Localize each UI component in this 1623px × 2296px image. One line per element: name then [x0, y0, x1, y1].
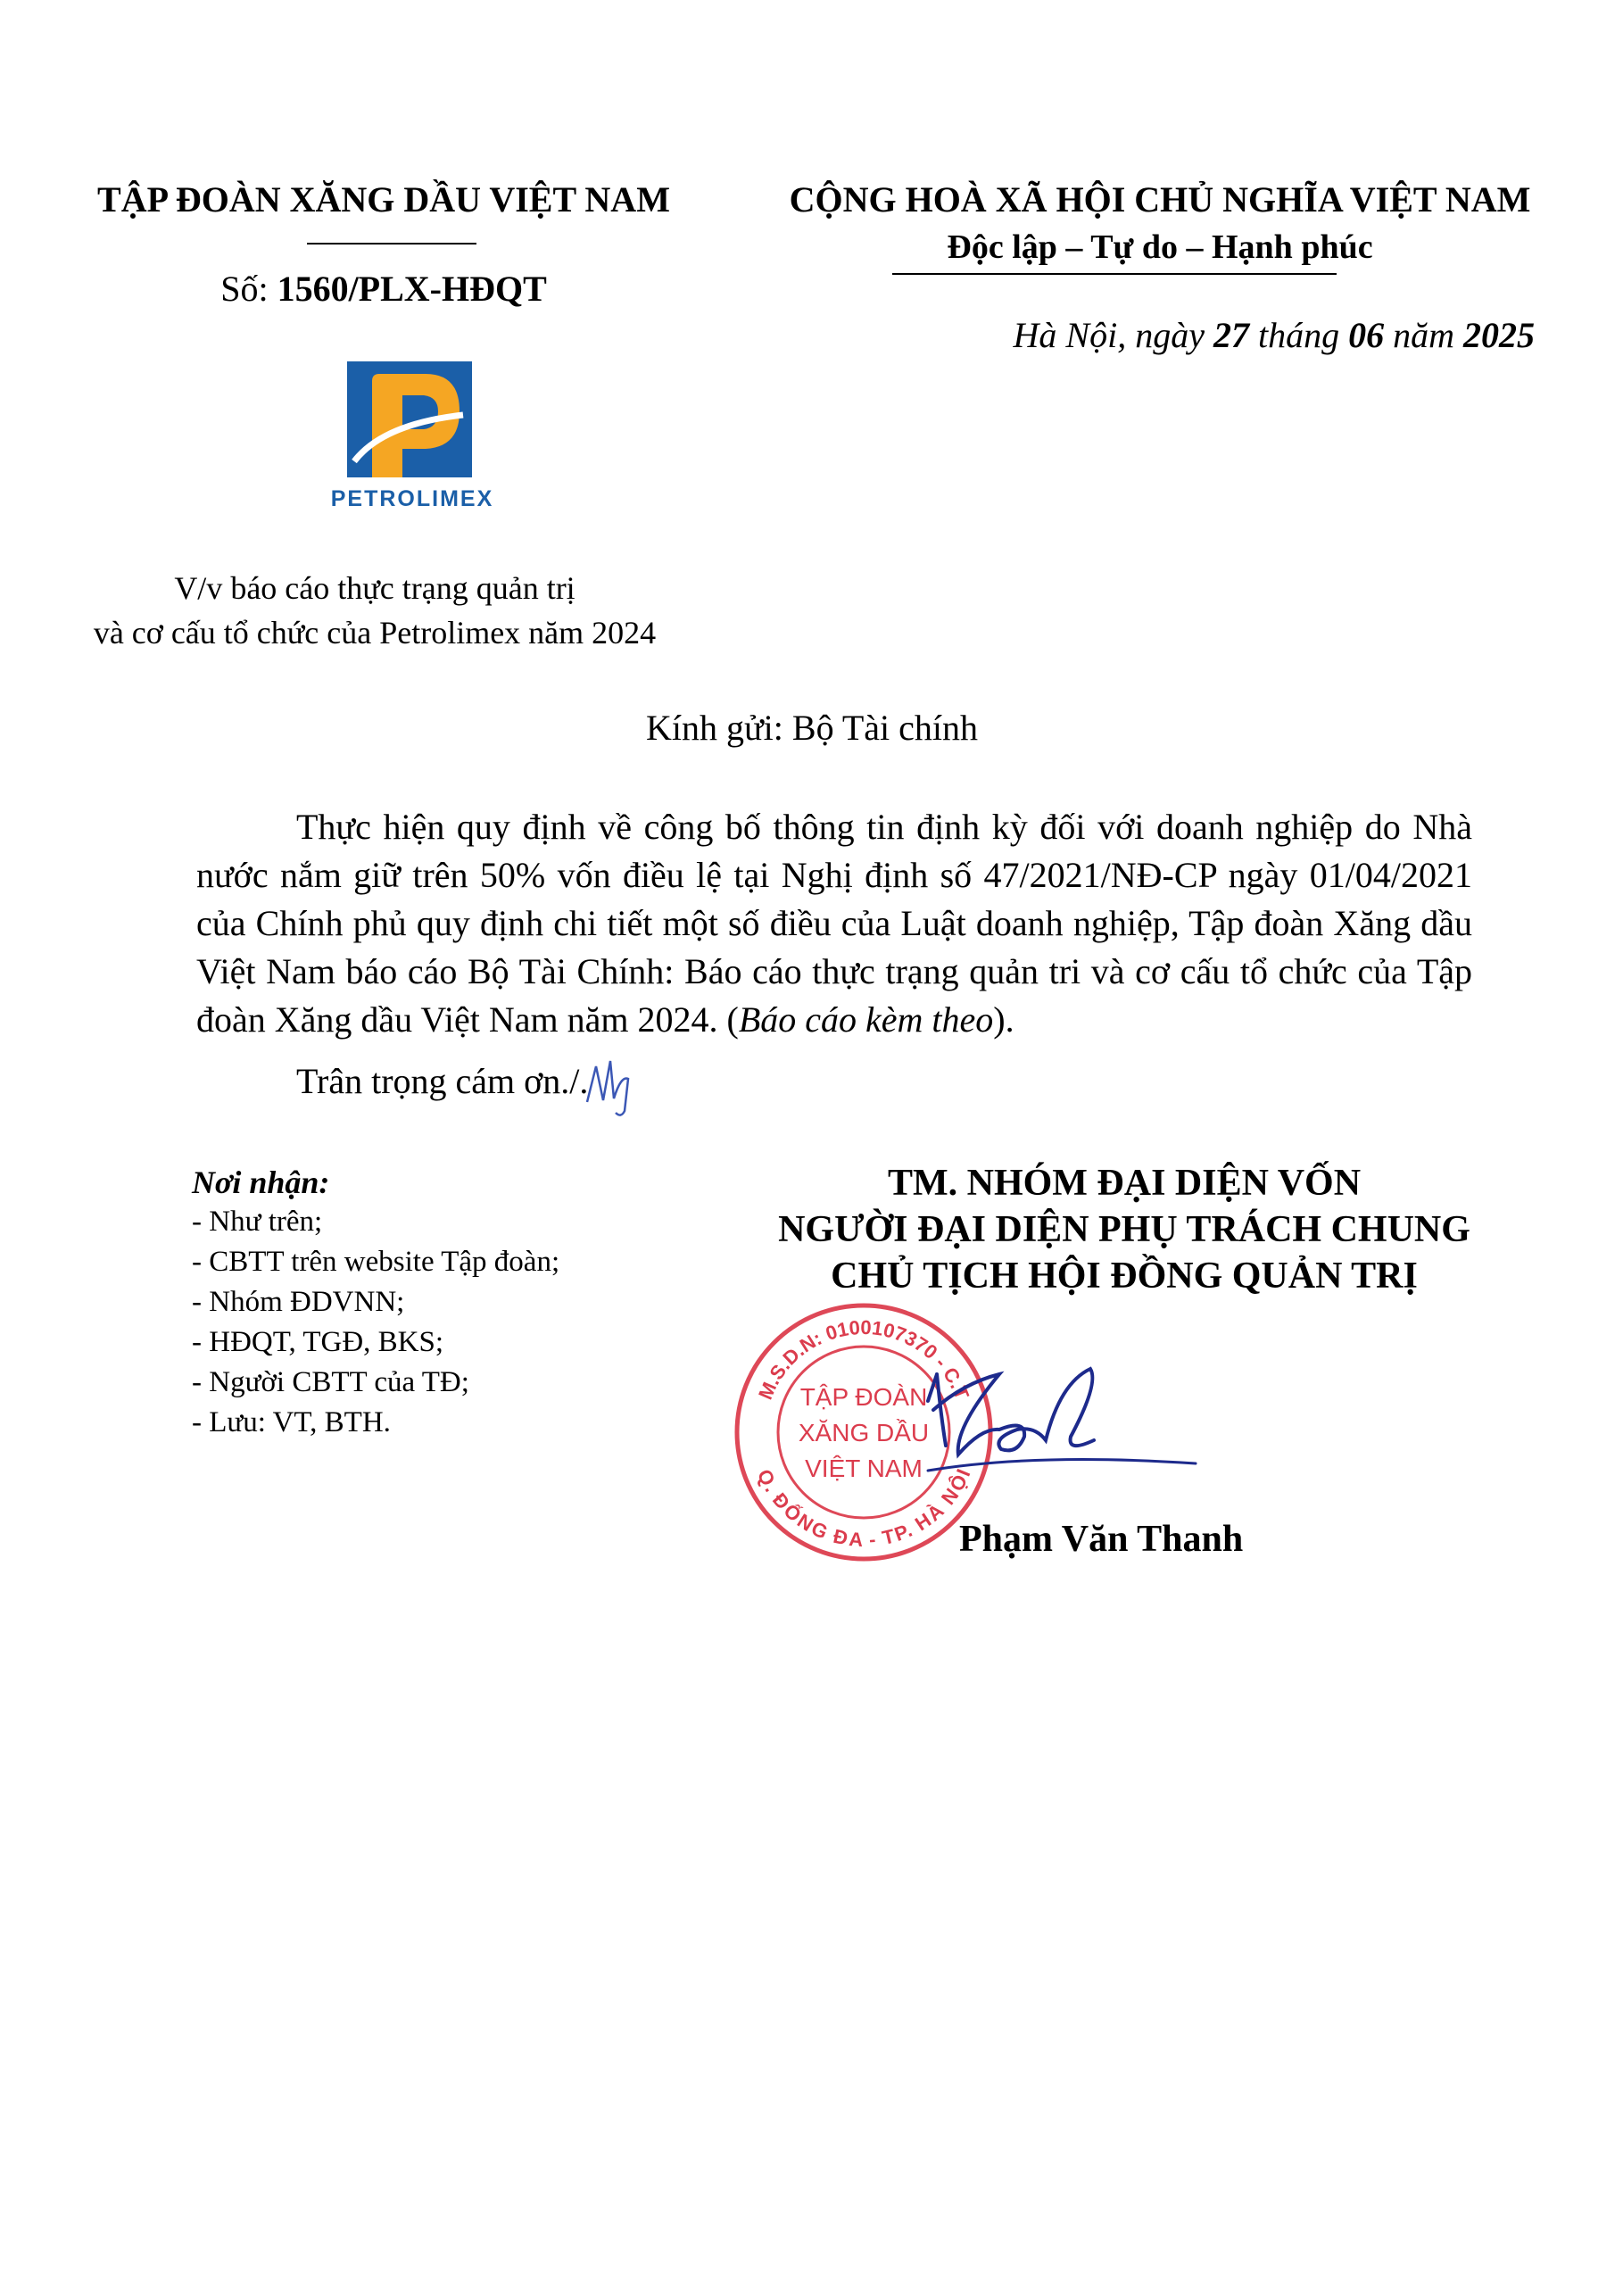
organization-underline	[307, 243, 476, 245]
date-month-word: tháng	[1248, 315, 1349, 355]
logo-wordmark: PETROLIMEX	[330, 486, 494, 511]
subject-line-1: V/v báo cáo thực trạng quản trị	[174, 570, 576, 606]
date-day: 27	[1213, 315, 1249, 355]
receiver-item: - HĐQT, TGĐ, BKS;	[192, 1326, 444, 1358]
document-number-line	[89, 268, 678, 311]
motto-underline	[892, 273, 1337, 275]
receiver-item: - Lưu: VT, BTH.	[192, 1406, 391, 1438]
handwritten-signature	[892, 1347, 1222, 1499]
receiver-item: - Người CBTT của TĐ;	[192, 1366, 469, 1398]
body-text: Thực hiện quy định về công bố thông tin định kỳ đối với doanh nghiệp do Nhà nước nắm giữ trên 50% vốn điều lệ tại Nghị định số 47/2021/NĐ-CP ngày 01/04/2021 của Chính phủ quy định chi tiết một số điều của Luật doanh nghiệp, Tập đoàn Xăng dầu Việt Nam báo cáo Bộ Tài Chính: Báo cáo thực trạng quản tri và cơ cấu tổ chức của Tập đoàn Xăng dầu Việt Nam năm 2024. (	[196, 807, 1472, 1040]
signature-title-block	[714, 1160, 1535, 1299]
body-paragraph	[196, 803, 1472, 1044]
signature-title-line-3: CHỦ TỊCH HỘI ĐỒNG QUẢN TRỊ	[831, 1256, 1418, 1297]
national-motto: Độc lập – Tự do – Hạnh phúc	[947, 228, 1373, 266]
svg-text:VIỆT NAM: VIỆT NAM	[805, 1455, 923, 1482]
receiver-item: - CBTT trên website Tập đoàn;	[192, 1246, 560, 1278]
body-text-end: ).	[993, 999, 1014, 1040]
receivers-list	[192, 1163, 745, 1443]
svg-text:Q. ĐỐNG ĐA - TP. HÀ NỘI: Q. ĐỐNG ĐA - TP. HÀ NỘI	[752, 1465, 975, 1552]
receiver-item: - Như trên;	[192, 1206, 323, 1238]
date-year-word: năm	[1384, 315, 1463, 355]
date-place: Hà Nội, ngày	[1013, 315, 1213, 355]
subject-block	[89, 566, 660, 655]
receiver-item: - Nhóm ĐDVNN;	[192, 1286, 405, 1318]
signature-title-line-2: NGƯỜI ĐẠI DIỆN PHỤ TRÁCH CHUNG	[778, 1209, 1470, 1250]
svg-text:TẬP ĐOÀN: TẬP ĐOÀN	[799, 1383, 928, 1411]
signer-name: Phạm Văn Thanh	[959, 1519, 1244, 1560]
national-title: CỘNG HOÀ XÃ HỘI CHỦ NGHĨA VIỆT NAM	[789, 179, 1531, 220]
recipient: Kính gửi: Bộ Tài chính	[645, 708, 979, 748]
signature-title-line-1: TM. NHÓM ĐẠI DIỆN VỐN	[887, 1163, 1362, 1204]
date-year: 2025	[1463, 315, 1535, 355]
svg-text:XĂNG DẦU: XĂNG DẦU	[798, 1419, 930, 1446]
document-number-label: Số:	[220, 269, 277, 309]
subject-line-2: và cơ cấu tổ chức của Petrolimex năm 2024	[93, 615, 657, 651]
date-line	[758, 314, 1535, 357]
initials-mark-icon	[580, 1049, 651, 1120]
logo-emblem-icon	[347, 361, 472, 477]
date-month: 06	[1348, 315, 1385, 355]
receivers-title: Nơi nhận:	[192, 1165, 330, 1200]
closing-thanks: Trân trọng cám ơn./.	[296, 1061, 589, 1101]
petrolimex-logo	[319, 361, 506, 522]
organization-name: TẬP ĐOÀN XĂNG DẦU VIỆT NAM	[97, 179, 670, 220]
document-number: 1560/PLX-HĐQT	[277, 269, 547, 309]
body-attachment-note: Báo cáo kèm theo	[738, 999, 994, 1040]
svg-text:M.S.D.N: 0100107370 - C.T: M.S.D.N: 0100107370 - C.T	[753, 1315, 974, 1403]
